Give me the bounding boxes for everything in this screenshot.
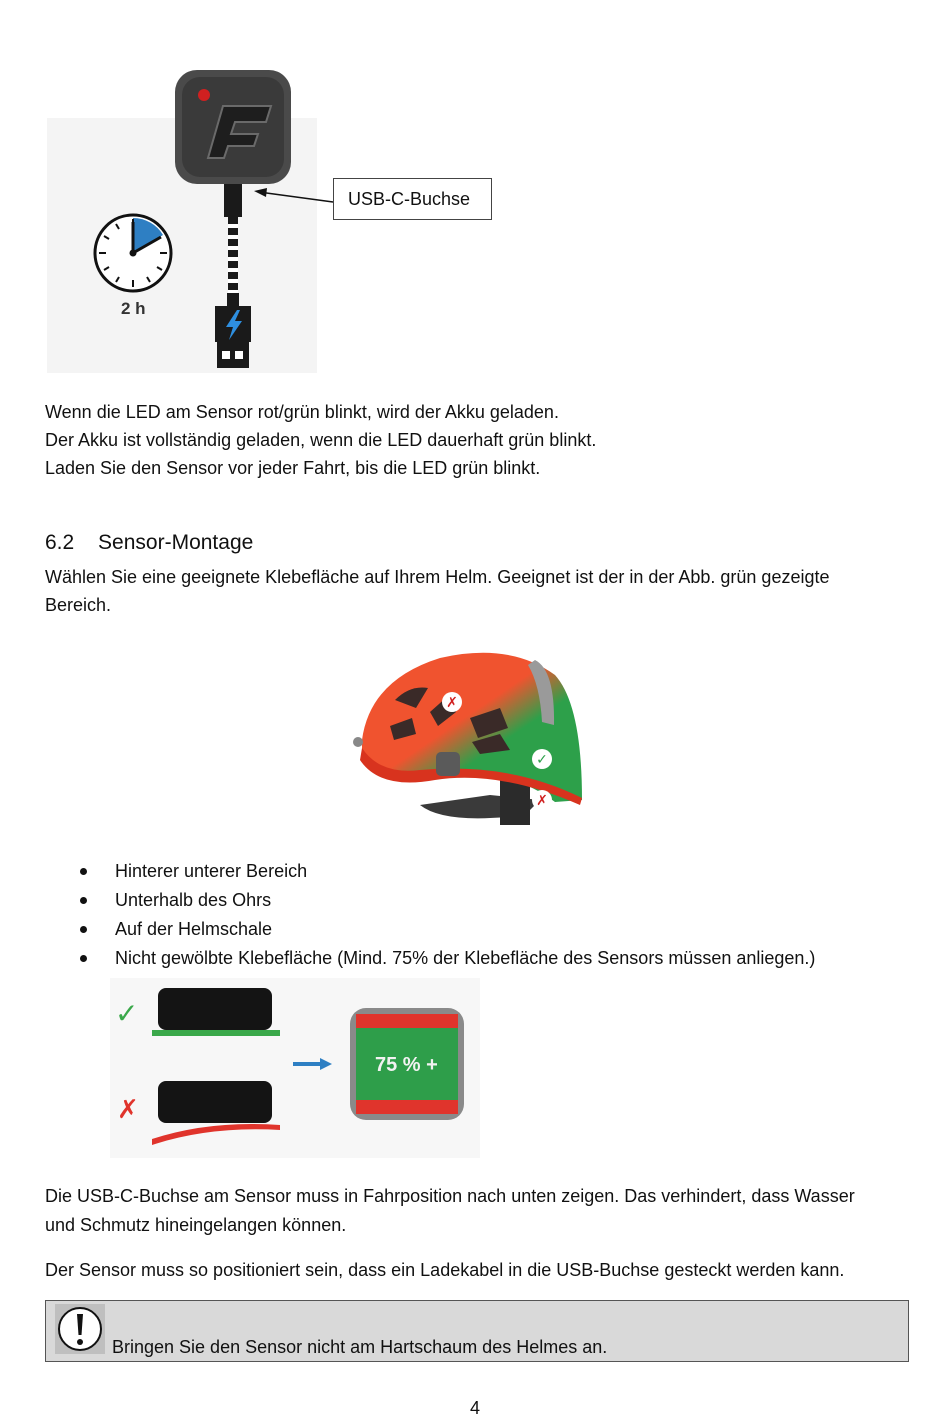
section-number: 6.2	[45, 531, 75, 554]
warning-note	[45, 1300, 909, 1362]
cross-marker-icon	[532, 790, 552, 810]
warning-text: Bringen Sie den Sensor nicht am Hartschaum des Helmes an.	[112, 1337, 608, 1357]
instruction-line: Laden Sie den Sensor vor jeder Fahrt, bis die LED grün blinkt.	[45, 458, 541, 478]
paragraph-line: und Schmutz hineingelangen können.	[45, 1215, 347, 1235]
list-item: Nicht gewölbte Klebefläche (Mind. 75% der Klebefläche des Sensors müssen anliegen.)	[45, 944, 925, 973]
check-marker-icon	[532, 749, 552, 769]
usb-c-callout: USB-C-Buchse	[333, 178, 492, 220]
contact-area-figure	[110, 978, 480, 1158]
contact-percentage-label: 75 % +	[375, 1054, 438, 1076]
charging-figure	[45, 48, 335, 378]
page-number: 4	[469, 1398, 480, 1418]
list-item: Auf der Helmschale	[45, 915, 925, 944]
svg-text:✗: ✗	[446, 695, 458, 711]
sensor-icon	[175, 70, 291, 184]
placement-criteria-list	[45, 857, 925, 973]
instruction-line: Der Akku ist vollständig geladen, wenn die LED dauerhaft grün blinkt.	[45, 430, 597, 450]
svg-text:✓: ✓	[536, 752, 548, 768]
section-description	[45, 563, 830, 619]
clock-icon	[95, 215, 171, 291]
paragraph-line: Die USB-C-Buchse am Sensor muss in Fahrposition nach unten zeigen. Das verhindert, dass Wasser	[45, 1186, 855, 1206]
check-icon: ✓	[115, 997, 139, 1030]
cable-access-paragraph: Der Sensor muss so positioniert sein, dass ein Ladekabel in die USB-Buchse gesteckt werden kann.	[45, 1260, 845, 1280]
cross-icon: ✗	[117, 1095, 139, 1125]
clock-duration-label: 2 h	[121, 299, 146, 318]
list-item: Hinterer unterer Bereich	[45, 857, 925, 886]
cross-marker-icon	[442, 692, 462, 712]
charging-illustration	[45, 48, 335, 378]
section-heading	[45, 531, 253, 555]
usb-orientation-paragraph	[45, 1182, 855, 1240]
charging-instructions	[45, 398, 596, 482]
description-line: Wählen Sie eine geeignete Klebefläche auf Ihrem Helm. Geeignet ist der in der Abb. grün gezeigte	[45, 567, 830, 587]
helmet-figure	[350, 630, 600, 835]
list-item: Unterhalb des Ohrs	[45, 886, 925, 915]
svg-text:✗: ✗	[536, 793, 548, 809]
helmet-illustration	[350, 630, 600, 835]
description-line: Bereich.	[45, 595, 112, 615]
section-title: Sensor-Montage	[98, 531, 254, 554]
exclamation-icon	[55, 1304, 105, 1354]
instruction-line: Wenn die LED am Sensor rot/grün blinkt, wird der Akku geladen.	[45, 402, 559, 422]
